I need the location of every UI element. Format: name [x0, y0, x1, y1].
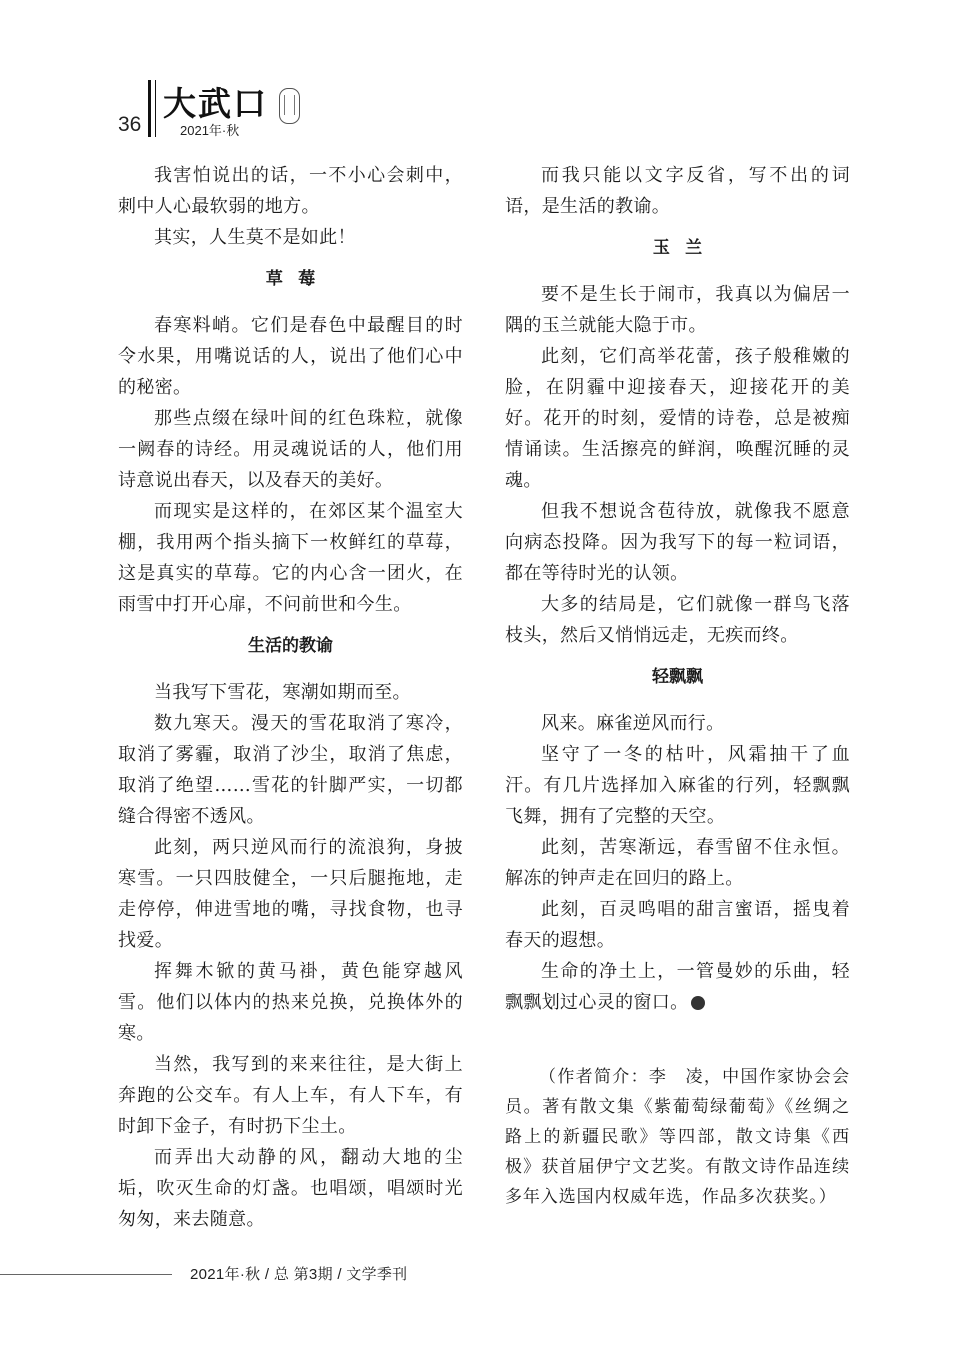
- paragraph: 春寒料峭。它们是春色中最醒目的时令水果，用嘴说话的人，说出了他们心中的秘密。: [118, 315, 463, 398]
- paragraph: 当我写下雪花，寒潮如期而至。: [154, 682, 411, 703]
- paragraph: 坚守了一冬的枯叶，风霜抽干了血汗。有几片选择加入麻雀的行列，轻飘飘飞舞，拥有了完整的天空。: [505, 744, 850, 827]
- paragraph: 此刻，苦寒渐远，春雪留不住永恒。解冻的钟声走在回归的路上。: [505, 837, 850, 889]
- page-footer: 2021年·秋 / 总 第3期 / 文学季刊: [190, 1266, 408, 1283]
- paragraph: 但我不想说含苞待放，就像我不愿意向病态投降。因为我写下的每一粒词语，都在等待时光的认领。: [505, 501, 850, 584]
- page-number: 36: [118, 113, 142, 136]
- paragraph: 此刻，它们高举花蕾，孩子般稚嫩的脸，在阴霾中迎接春天，迎接花开的美好。花开的时刻，爱情的诗卷，总是被痴情诵读。生活擦亮的鲜润，唤醒沉睡的灵魂。: [505, 346, 850, 491]
- issue-label: 2021年·秋: [180, 123, 240, 138]
- page-header: [0, 0, 977, 150]
- paragraph: 风来。麻雀逆风而行。: [541, 713, 725, 734]
- paragraph: 那些点缀在绿叶间的红色珠粒，就像一阙春的诗经。用灵魂说话的人，他们用诗意说出春天，以及春天的美好。: [118, 408, 463, 491]
- header-divider-thin: [155, 80, 156, 137]
- paragraph-last: 生命的净土上，一管曼妙的乐曲，轻飘飘划过心灵的窗口。: [505, 961, 850, 1013]
- paragraph: 挥舞木锨的黄马褂，黄色能穿越风雪。他们以体内的热来兑换，兑换体外的寒。: [118, 961, 463, 1044]
- paragraph: 而我只能以文字反省，写不出的词语，是生活的教谕。: [505, 165, 850, 217]
- section-title-yulan: 玉兰: [652, 238, 718, 258]
- left-column: [118, 160, 463, 1235]
- section-title-jiaoyu: 生活的教谕: [248, 636, 333, 656]
- section-title-caomei: 草莓: [265, 269, 331, 289]
- author-bio: [505, 1062, 850, 1212]
- paragraph: 当然，我写到的来来往往，是大街上奔跑的公交车。有人上车，有人下车，有时卸下金子，有时扔下尘土。: [118, 1054, 463, 1137]
- paragraph: 大多的结局是，它们就像一群鸟飞落枝头，然后又悄悄远走，无疾而终。: [505, 594, 850, 646]
- paragraph: 我害怕说出的话，一不小心会刺中，刺中人心最软弱的地方。: [118, 165, 463, 217]
- end-mark-icon: [691, 996, 705, 1010]
- magazine-logo: 大武口: [163, 84, 268, 123]
- paragraph: 此刻，百灵鸣唱的甜言蜜语，摇曳着春天的遐想。: [505, 899, 850, 951]
- section-title-qingpiaopiao: 轻飘飘: [652, 667, 703, 687]
- header-divider-thick: [148, 80, 151, 137]
- paragraph: 此刻，两只逆风而行的流浪狗，身披寒雪。一只四肢健全，一只后腿拖地，走走停停，伸进雪地的嘴，寻找食物，也寻找爱。: [118, 837, 463, 951]
- paragraph: 而现实是这样的，在郊区某个温室大棚，我用两个指头摘下一枚鲜红的草莓，这是真实的草莓。它的内心含一团火，在雨雪中打开心扉，不问前世和今生。: [118, 501, 463, 615]
- paragraph: 其实，人生莫不是如此！: [154, 227, 356, 248]
- footer-rule: [0, 1274, 172, 1275]
- right-column: [505, 160, 850, 1212]
- paragraph: 而弄出大动静的风，翻动大地的尘垢，吹灭生命的灯盏。也唱颂，唱颂时光匆匆，来去随意。: [118, 1147, 463, 1230]
- paragraph: 数九寒天。漫天的雪花取消了寒冷，取消了雾霾，取消了沙尘，取消了焦虑，取消了绝望……雪花的针脚严实，一切都缝合得密不透风。: [118, 713, 463, 827]
- paragraph: 要不是生长于闹市，我真以为偏居一隅的玉兰就能大隐于市。: [505, 284, 850, 336]
- seal-icon: [279, 88, 300, 124]
- author-bio-text: （作者简介：李 凌，中国作家协会会员。著有散文集《紫葡萄绿葡萄》《丝绸之路上的新疆民歌》等四部，散文诗集《西极》获首届伊宁文艺奖。有散文诗作品连续多年入选国内权威年选，作品多次获奖。）: [505, 1067, 850, 1207]
